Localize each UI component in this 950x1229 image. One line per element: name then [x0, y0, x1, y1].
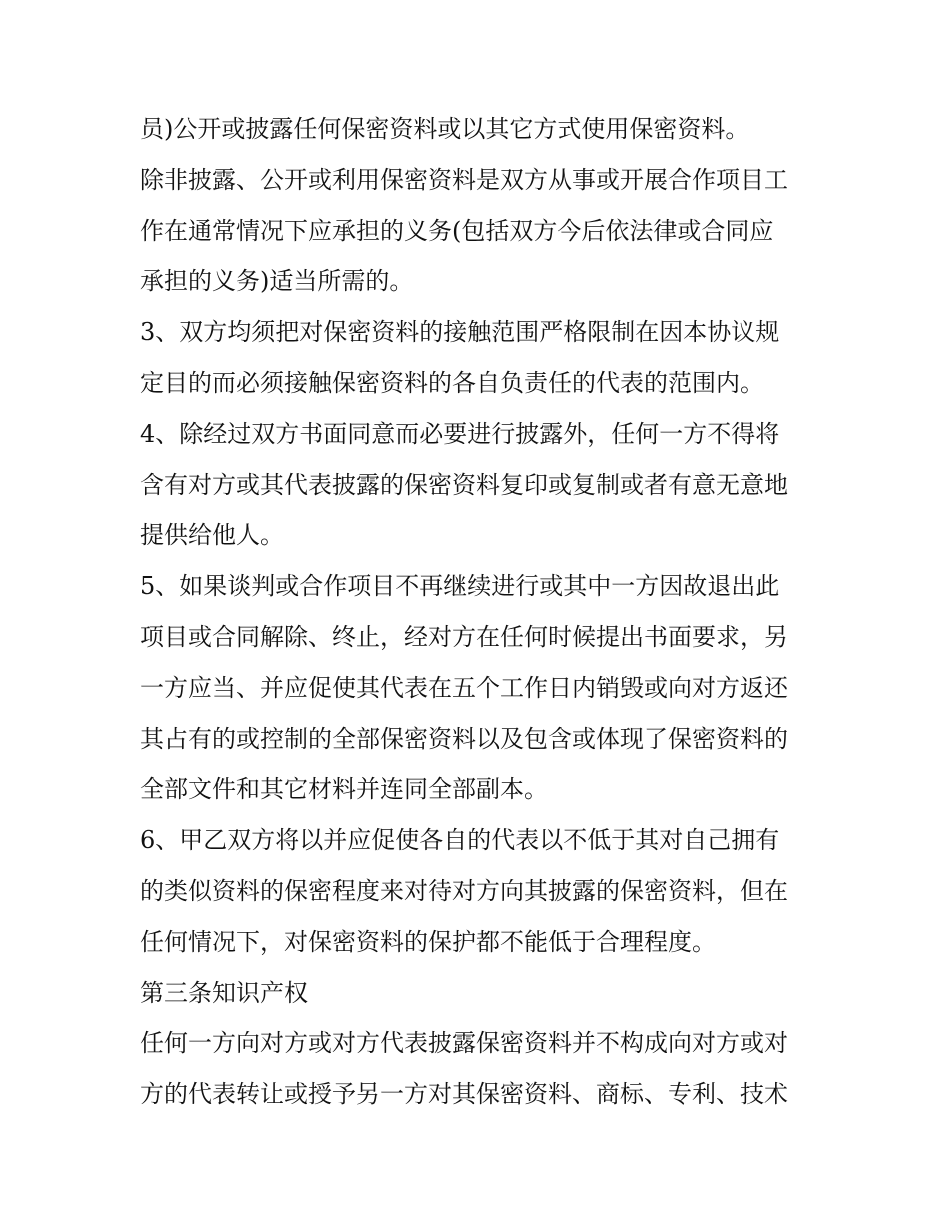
- clause-6-line: 6、甲乙双方将以并应促使各自的代表以不低于其对自己拥有: [140, 826, 780, 855]
- text-line: 除非披露、公开或利用保密资料是双方从事或开展合作项目工: [140, 165, 788, 194]
- text-line: 其占有的或控制的全部保密资料以及包含或体现了保密资料的: [140, 724, 788, 753]
- text-line: 含有对方或其代表披露的保密资料复印或复制或者有意无意地: [140, 470, 788, 499]
- text-line: 方的代表转让或授予另一方对其保密资料、商标、专利、技术: [140, 1080, 788, 1109]
- text-line: 任何情况下，对保密资料的保护都不能低于合理程度。: [140, 927, 716, 956]
- text-line: 的类似资料的保密程度来对待对方向其披露的保密资料，但在: [140, 876, 788, 905]
- text-line: 项目或合同解除、终止，经对方在任何时候提出书面要求，另: [140, 622, 788, 651]
- clause-3-line: 3、双方均须把对保密资料的接触范围严格限制在因本协议规: [140, 318, 780, 347]
- text-line: 任何一方向对方或对方代表披露保密资料并不构成向对方或对: [140, 1029, 788, 1058]
- text-line: 作在通常情况下应承担的义务(包括双方今后依法律或合同应: [140, 216, 774, 245]
- text-line: 员)公开或披露任何保密资料或以其它方式使用保密资料。: [140, 115, 750, 143]
- text-line: 承担的义务)适当所需的。: [140, 267, 414, 296]
- section-heading: 第三条知识产权: [140, 978, 308, 1007]
- clause-5-line: 5、如果谈判或合作项目不再继续进行或其中一方因故退出此: [140, 572, 780, 601]
- document-body: [140, 104, 820, 1120]
- text-line: 一方应当、并应促使其代表在五个工作日内销毁或向对方返还: [140, 673, 788, 702]
- text-line: 全部文件和其它材料并连同全部副本。: [140, 775, 548, 804]
- clause-4-line: 4、除经过双方书面同意而必要进行披露外，任何一方不得将: [140, 419, 780, 448]
- text-line: 提供给他人。: [140, 521, 284, 550]
- text-line: 定目的而必须接触保密资料的各自负责任的代表的范围内。: [140, 368, 764, 397]
